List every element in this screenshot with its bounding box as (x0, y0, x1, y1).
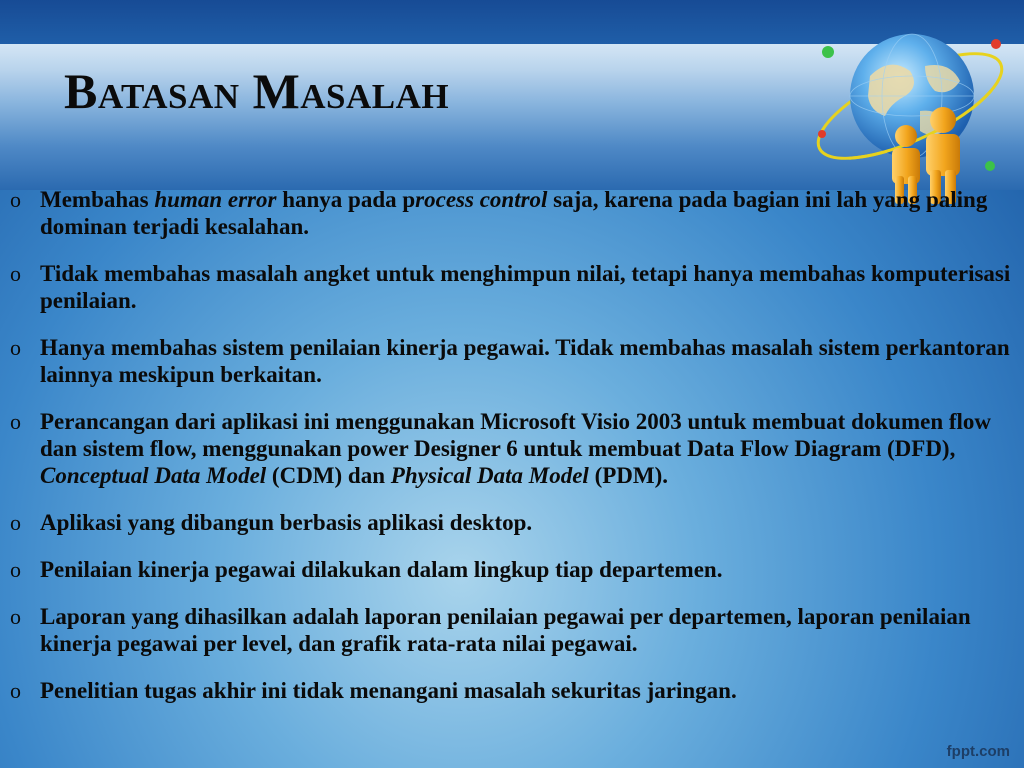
bullet-text-italic: Physical Data Model (390, 463, 589, 488)
bullet-marker-icon: o (10, 187, 21, 212)
bullet-text: Perancangan dari aplikasi ini menggunakan Microsoft Visio 2003 untuk membuat dokumen flow dan sistem flow, menggunakan power Designer 6 untuk membuat Data Flow Diagram (DFD), (40, 409, 992, 461)
bullet-text-italic: human error (154, 187, 277, 212)
bullet-text: Hanya membahas sistem penilaian kinerja pegawai. Tidak membahas masalah sistem perkantoran lainnya meskipun berkaitan. (40, 335, 1010, 387)
bullet-text: (PDM). (588, 463, 668, 488)
bullet-marker-icon: o (10, 335, 21, 360)
bullet-marker-icon: o (10, 261, 21, 286)
bullet-text: hanya pada p (276, 187, 416, 212)
bullet-text: Tidak membahas masalah angket untuk menghimpun nilai, tetapi hanya membahas komputerisasi penilaian. (40, 261, 1011, 313)
bullet-marker-icon: o (10, 557, 21, 582)
bullet-item (10, 260, 1015, 314)
bullet-text: Penelitian tugas akhir ini tidak menangani masalah sekuritas jaringan. (40, 678, 737, 703)
bullet-text: Membahas (40, 187, 155, 212)
bullet-text: Penilaian kinerja pegawai dilakukan dalam lingkup tiap departemen. (40, 557, 723, 582)
bullet-item (10, 334, 1015, 388)
bullet-marker-icon: o (10, 678, 21, 703)
bullet-item (10, 186, 1015, 240)
bullet-list (10, 186, 1015, 724)
bullet-item (10, 603, 1015, 657)
bullet-item (10, 408, 1015, 489)
bullet-item (10, 509, 1015, 536)
globe-with-people-icon (800, 16, 1010, 206)
bullet-marker-icon: o (10, 510, 21, 535)
bullet-text-italic: rocess control (415, 187, 548, 212)
bullet-text: (CDM) dan (266, 463, 391, 488)
fppt-watermark: fppt.com (946, 743, 1010, 760)
slide-title: Batasan Masalah (64, 63, 450, 119)
bullet-text: Laporan yang dihasilkan adalah laporan penilaian pegawai per departemen, laporan penilaian kinerja pegawai per level, dan grafik rata-rata nilai pegawai. (40, 604, 971, 656)
bullet-text-italic: Conceptual Data Model (40, 463, 267, 488)
bullet-text: saja, karena pada bagian ini lah yang paling dominan terjadi kesalahan. (40, 187, 988, 239)
bullet-item (10, 677, 1015, 704)
bullet-marker-icon: o (10, 604, 21, 629)
bullet-text: Aplikasi yang dibangun berbasis aplikasi desktop. (40, 510, 533, 535)
bullet-item (10, 556, 1015, 583)
bullet-marker-icon: o (10, 409, 21, 434)
